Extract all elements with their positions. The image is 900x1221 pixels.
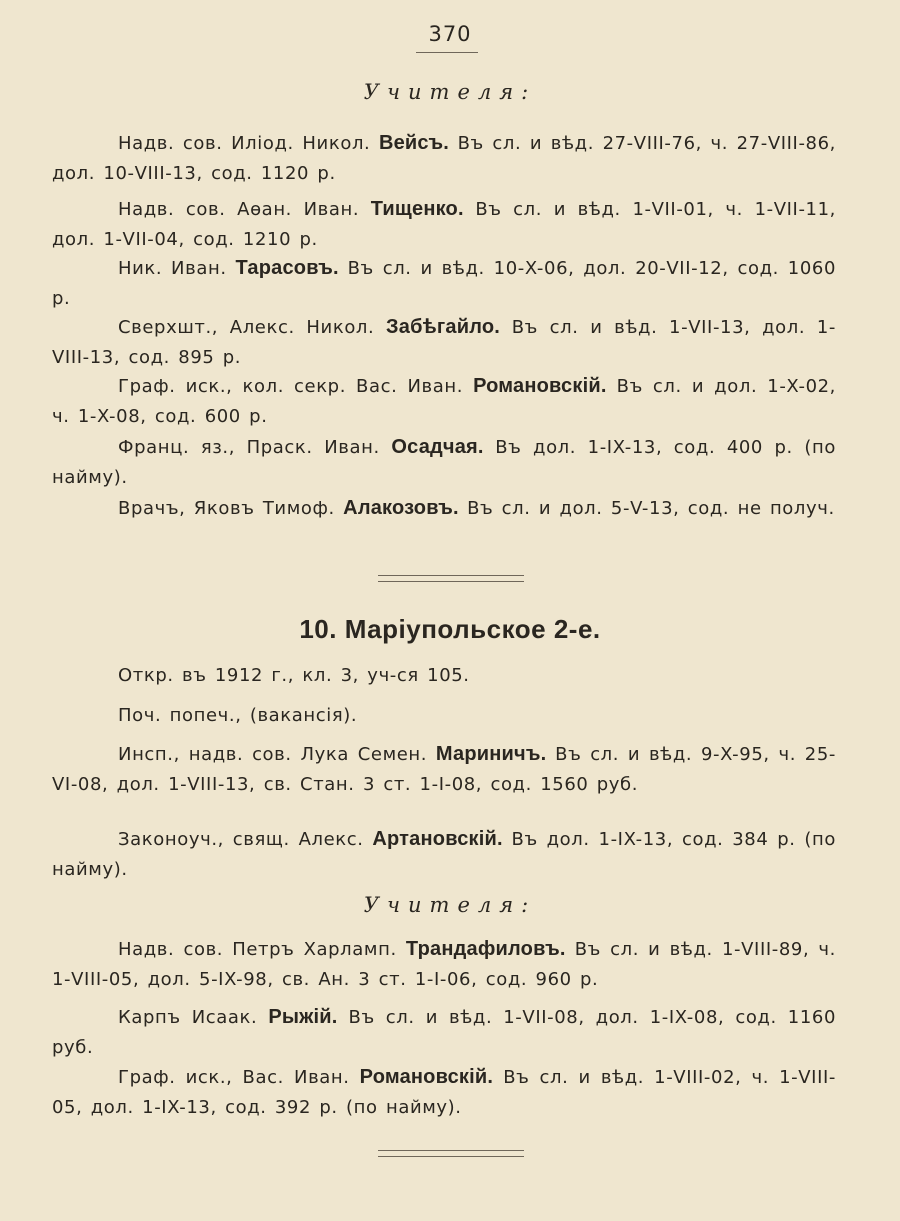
entry-ryzhiy: Карпъ Исаак. Рыжій. Въ сл. и вѣд. 1-VII-08, дол. 1-IX-08, сод. 1160 руб. bbox=[52, 1006, 836, 1058]
info-trustee: Поч. попеч., (вакансія). bbox=[118, 705, 358, 726]
person-name: Рыжій. bbox=[268, 1006, 338, 1028]
entry-artanovsky: Законоуч., свящ. Алекс. Артановскій. Въ дол. 1-IX-13, сод. 384 р. (по найму). bbox=[52, 828, 836, 880]
entry-romanovsky-2: Граф. иск., Вас. Иван. Романовскій. Въ сл. и вѣд. 1-VIII-02, ч. 1-VIII-05, дол. 1-IX-13, сод. 392 р. (по найму). bbox=[52, 1066, 836, 1118]
bottom-divider bbox=[378, 1150, 524, 1157]
entry-romanovsky: Граф. иск., кол. секр. Вас. Иван. Романовскій. Въ сл. и дол. 1-X-02, ч. 1-X-08, сод. 600 р. bbox=[52, 375, 836, 427]
entry-tarasov: Ник. Иван. Тарасовъ. Въ сл. и вѣд. 10-X-06, дол. 20-VII-12, сод. 1060 р. bbox=[52, 257, 836, 309]
person-name: Тищенко. bbox=[370, 198, 464, 220]
entry-zabegailo: Сверхшт., Алекс. Никол. Забѣгайло. Въ сл. и вѣд. 1-VII-13, дол. 1-VIII-13, сод. 895 р. bbox=[52, 316, 836, 368]
info-opened: Откр. въ 1912 г., кл. 3, уч-ся 105. bbox=[118, 665, 470, 686]
person-name: Трандафиловъ. bbox=[405, 938, 566, 960]
teachers-heading: Учителя: bbox=[363, 80, 537, 104]
person-name: Тарасовъ. bbox=[235, 257, 339, 279]
entry-alakozov: Врачъ, Яковъ Тимоф. Алакозовъ. Въ сл. и дол. 5-V-13, сод. не получ. bbox=[118, 497, 835, 519]
entry-weis: Надв. сов. Иліод. Никол. Вейсъ. Въ сл. и вѣд. 27-VIII-76, ч. 27-VIII-86, дол. 10-VIII-13, сод. 1120 р. bbox=[52, 132, 836, 184]
person-name: Алакозовъ. bbox=[343, 497, 459, 519]
person-name: Вейсъ. bbox=[378, 132, 449, 154]
person-name: Артановскій. bbox=[372, 828, 503, 850]
person-name: Забѣгайло. bbox=[386, 316, 501, 338]
teachers-heading-2: Учителя: bbox=[363, 893, 537, 917]
person-name: Мариничъ. bbox=[435, 743, 547, 765]
section-divider bbox=[378, 575, 524, 582]
person-name: Романовскій. bbox=[359, 1066, 494, 1088]
section-title: 10. Маріупольское 2-е. bbox=[299, 614, 601, 644]
entry-osadchaya: Франц. яз., Праск. Иван. Осадчая. Въ дол. 1-IX-13, сод. 400 р. (по найму). bbox=[52, 436, 836, 488]
person-name: Романовскій. bbox=[473, 375, 607, 397]
entry-tishchenko: Надв. сов. Аѳан. Иван. Тищенко. Въ сл. и вѣд. 1-VII-01, ч. 1-VII-11, дол. 1-VII-04, сод. 1210 р. bbox=[52, 198, 836, 250]
entry-marinich: Инсп., надв. сов. Лука Семен. Мариничъ. Въ сл. и вѣд. 9-X-95, ч. 25-VI-08, дол. 1-VIII-13, св. Стан. 3 ст. 1-I-08, сод. 1560 руб. bbox=[52, 743, 837, 795]
entry-trandafilov: Надв. сов. Петръ Харламп. Трандафиловъ. Въ сл. и вѣд. 1-VIII-89, ч. 1-VIII-05, дол. 5-IX-98, св. Ан. 3 ст. 1-I-06, сод. 960 р. bbox=[52, 938, 836, 990]
person-name: Осадчая. bbox=[391, 436, 484, 458]
page-number: 370 bbox=[428, 22, 472, 46]
page-number-rule bbox=[416, 52, 478, 53]
